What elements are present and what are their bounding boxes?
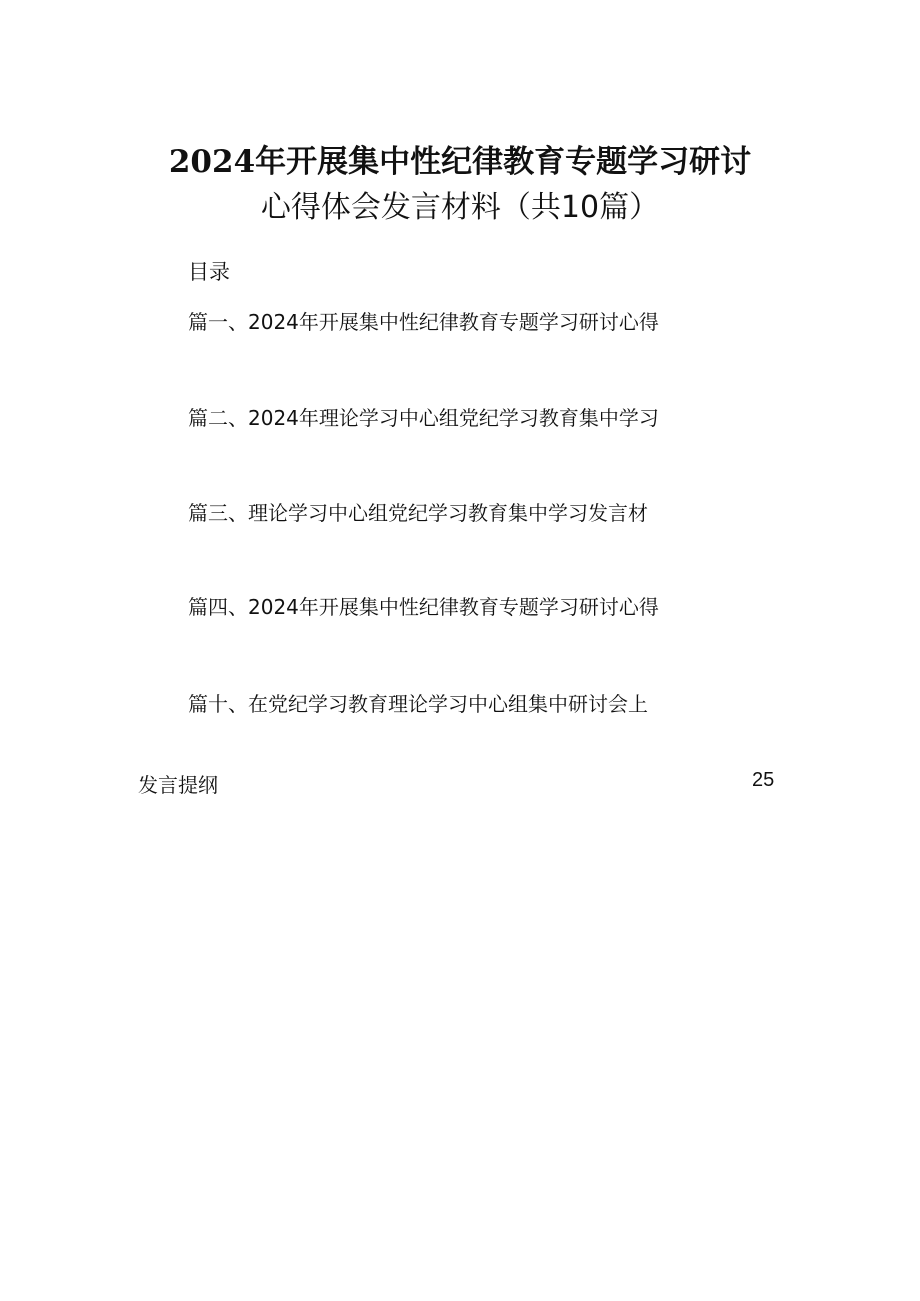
toc-heading: 目录: [188, 260, 230, 284]
toc-entry-continuation[interactable]: 发言提纲: [138, 773, 218, 797]
document-title-line-1: 2024年开展集中性纪律教育专题学习研讨: [168, 144, 752, 180]
toc-entry[interactable]: 篇三、理论学习中心组党纪学习教育集中学习发言材: [188, 501, 648, 525]
toc-entry[interactable]: 篇一、2024年开展集中性纪律教育专题学习研讨心得: [188, 310, 659, 334]
toc-entry[interactable]: 篇二、2024年理论学习中心组党纪学习教育集中学习: [188, 406, 659, 430]
toc-entry[interactable]: 篇四、2024年开展集中性纪律教育专题学习研讨心得: [188, 595, 659, 619]
toc-page-number: 25: [752, 769, 775, 791]
document-title-line-2: 心得体会发言材料（共10篇）: [260, 190, 660, 225]
toc-entry[interactable]: 篇十、在党纪学习教育理论学习中心组集中研讨会上: [188, 692, 648, 716]
